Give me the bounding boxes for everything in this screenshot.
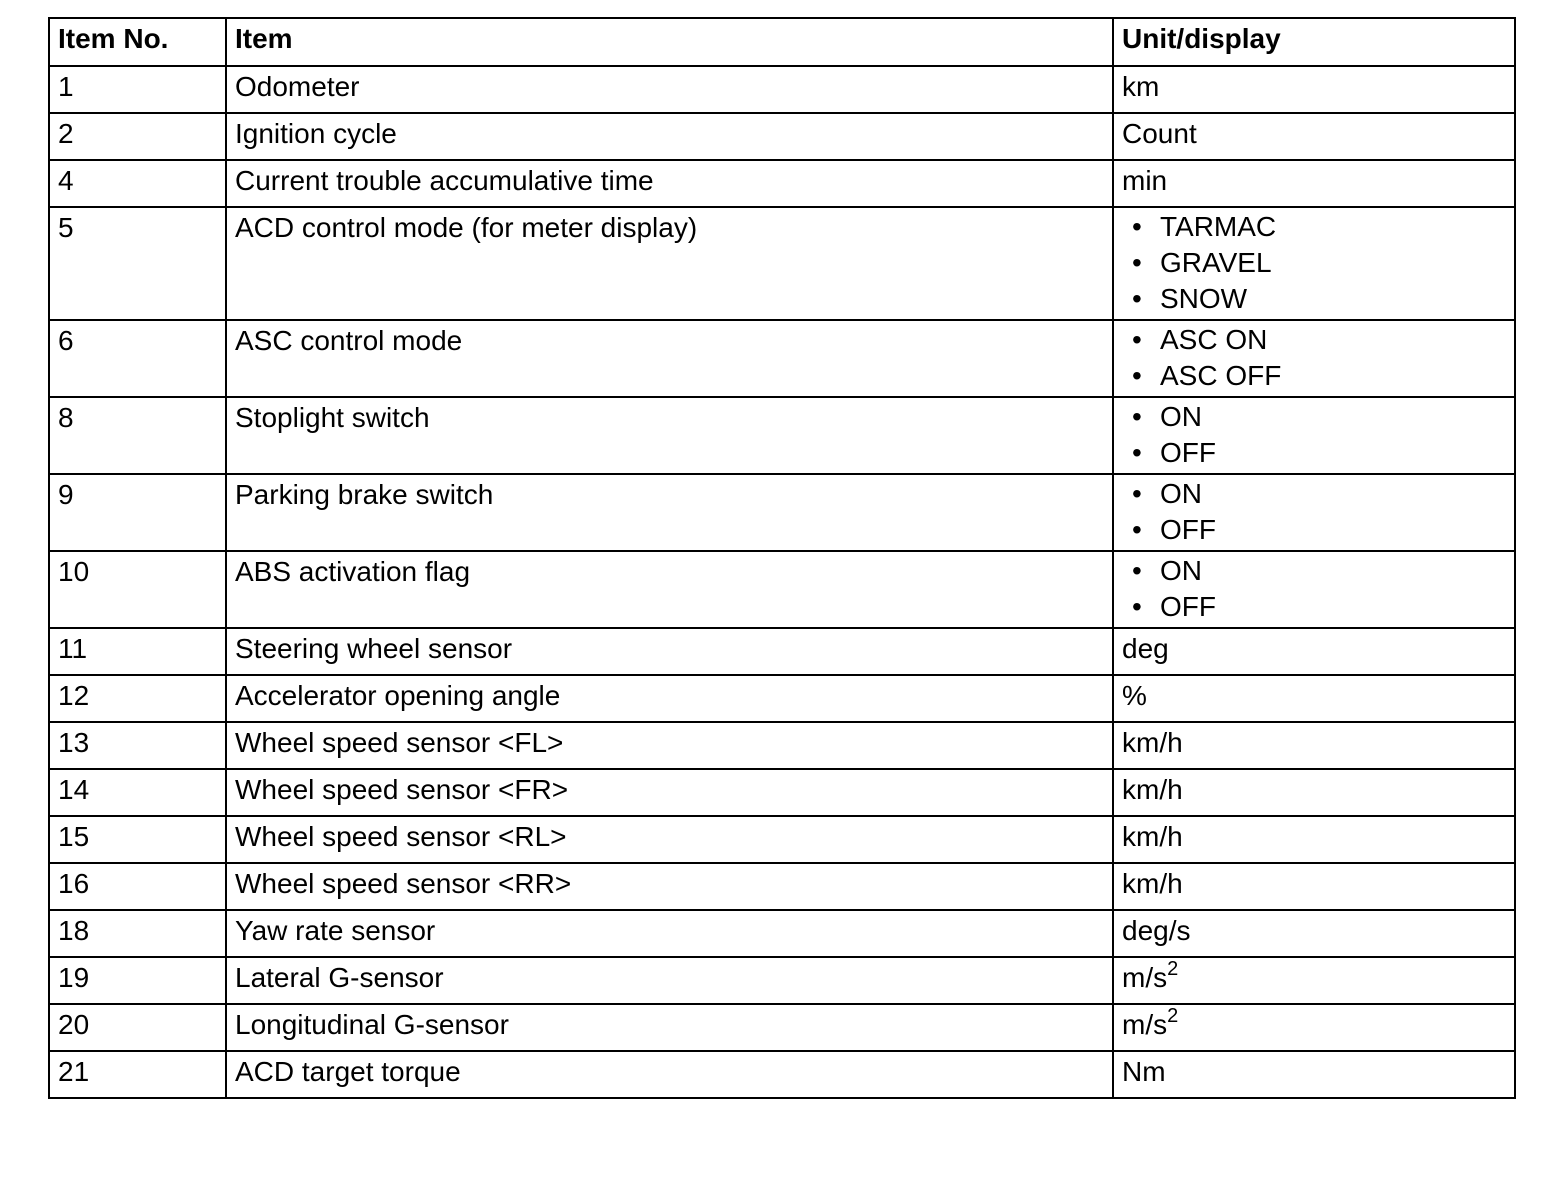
header-row bbox=[49, 18, 1515, 66]
item-number-cell: 12 bbox=[49, 675, 226, 722]
table-row bbox=[49, 397, 1515, 474]
unit-text: Nm bbox=[1122, 1056, 1166, 1087]
table-body bbox=[49, 66, 1515, 1098]
unit-display-cell bbox=[1113, 113, 1515, 160]
item-name-cell: Odometer bbox=[226, 66, 1113, 113]
item-name-cell: Accelerator opening angle bbox=[226, 675, 1113, 722]
item-number-cell: 13 bbox=[49, 722, 226, 769]
item-name-cell: Wheel speed sensor <RL> bbox=[226, 816, 1113, 863]
unit-display-cell bbox=[1113, 320, 1515, 397]
table-row bbox=[49, 207, 1515, 320]
unit-superscript: 2 bbox=[1167, 958, 1179, 980]
unit-text: km/h bbox=[1122, 868, 1183, 899]
table-row bbox=[49, 816, 1515, 863]
unit-display-cell bbox=[1113, 1004, 1515, 1051]
table-row bbox=[49, 628, 1515, 675]
option-list bbox=[1122, 553, 1506, 627]
option-item: • ASC ON bbox=[1132, 322, 1506, 358]
table-row bbox=[49, 910, 1515, 957]
option-list bbox=[1122, 209, 1506, 319]
unit-text: km/h bbox=[1122, 774, 1183, 805]
header-item: Item bbox=[226, 18, 1113, 66]
table-row bbox=[49, 675, 1515, 722]
table-row bbox=[49, 474, 1515, 551]
item-number-cell: 21 bbox=[49, 1051, 226, 1098]
unit-display-cell bbox=[1113, 628, 1515, 675]
option-item: • TARMAC bbox=[1132, 209, 1506, 245]
item-number-cell: 10 bbox=[49, 551, 226, 628]
unit-text: m/s bbox=[1122, 1009, 1168, 1040]
option-item: • SNOW bbox=[1132, 281, 1506, 317]
unit-display-cell bbox=[1113, 675, 1515, 722]
item-number-cell: 8 bbox=[49, 397, 226, 474]
unit-text: km bbox=[1122, 71, 1160, 102]
item-number-cell: 11 bbox=[49, 628, 226, 675]
unit-text: deg/s bbox=[1122, 915, 1191, 946]
option-list bbox=[1122, 322, 1506, 396]
item-number-cell: 15 bbox=[49, 816, 226, 863]
header-item-no: Item No. bbox=[49, 18, 226, 66]
table-row bbox=[49, 957, 1515, 1004]
unit-display-cell bbox=[1113, 910, 1515, 957]
table-row bbox=[49, 113, 1515, 160]
item-name-cell: Wheel speed sensor <FR> bbox=[226, 769, 1113, 816]
data-list-table bbox=[48, 17, 1516, 1099]
item-number-cell: 5 bbox=[49, 207, 226, 320]
unit-display-cell bbox=[1113, 474, 1515, 551]
item-number-cell: 6 bbox=[49, 320, 226, 397]
unit-display-cell bbox=[1113, 397, 1515, 474]
option-item: • ON bbox=[1132, 399, 1506, 435]
item-name-cell: Parking brake switch bbox=[226, 474, 1113, 551]
item-name-cell: Longitudinal G-sensor bbox=[226, 1004, 1113, 1051]
item-name-cell: Yaw rate sensor bbox=[226, 910, 1113, 957]
unit-display-cell bbox=[1113, 722, 1515, 769]
option-item: • OFF bbox=[1132, 512, 1506, 548]
unit-text: deg bbox=[1122, 633, 1169, 664]
option-item: • OFF bbox=[1132, 435, 1506, 471]
unit-superscript: 2 bbox=[1167, 1005, 1179, 1027]
option-item: • ASC OFF bbox=[1132, 358, 1506, 394]
item-name-cell: Stoplight switch bbox=[226, 397, 1113, 474]
table-row bbox=[49, 66, 1515, 113]
unit-text: km/h bbox=[1122, 727, 1183, 758]
option-item: • ON bbox=[1132, 553, 1506, 589]
table-row bbox=[49, 320, 1515, 397]
item-name-cell: Ignition cycle bbox=[226, 113, 1113, 160]
item-number-cell: 18 bbox=[49, 910, 226, 957]
unit-display-cell bbox=[1113, 160, 1515, 207]
table-row bbox=[49, 769, 1515, 816]
item-number-cell: 1 bbox=[49, 66, 226, 113]
unit-text: m/s bbox=[1122, 962, 1168, 993]
unit-display-cell bbox=[1113, 551, 1515, 628]
item-name-cell: Current trouble accumulative time bbox=[226, 160, 1113, 207]
item-name-cell: Wheel speed sensor <RR> bbox=[226, 863, 1113, 910]
option-item: • GRAVEL bbox=[1132, 245, 1506, 281]
unit-text: min bbox=[1122, 165, 1168, 196]
header-unit-display: Unit/display bbox=[1113, 18, 1515, 66]
item-name-cell: ABS activation flag bbox=[226, 551, 1113, 628]
unit-display-cell bbox=[1113, 1051, 1515, 1098]
unit-display-cell bbox=[1113, 769, 1515, 816]
unit-display-cell bbox=[1113, 863, 1515, 910]
item-number-cell: 2 bbox=[49, 113, 226, 160]
unit-text: km/h bbox=[1122, 821, 1183, 852]
item-name-cell: Wheel speed sensor <FL> bbox=[226, 722, 1113, 769]
item-name-cell: Steering wheel sensor bbox=[226, 628, 1113, 675]
item-number-cell: 9 bbox=[49, 474, 226, 551]
option-item: • ON bbox=[1132, 476, 1506, 512]
item-number-cell: 14 bbox=[49, 769, 226, 816]
table-row bbox=[49, 160, 1515, 207]
option-list bbox=[1122, 399, 1506, 473]
item-name-cell: Lateral G-sensor bbox=[226, 957, 1113, 1004]
option-item: • OFF bbox=[1132, 589, 1506, 625]
item-number-cell: 4 bbox=[49, 160, 226, 207]
unit-display-cell bbox=[1113, 816, 1515, 863]
table-row bbox=[49, 1004, 1515, 1051]
option-list bbox=[1122, 476, 1506, 550]
table-row bbox=[49, 551, 1515, 628]
table-row bbox=[49, 1051, 1515, 1098]
unit-display-cell bbox=[1113, 207, 1515, 320]
unit-display-cell bbox=[1113, 957, 1515, 1004]
item-number-cell: 19 bbox=[49, 957, 226, 1004]
item-name-cell: ACD target torque bbox=[226, 1051, 1113, 1098]
table-row bbox=[49, 863, 1515, 910]
unit-text: Count bbox=[1122, 118, 1197, 149]
unit-display-cell bbox=[1113, 66, 1515, 113]
item-name-cell: ASC control mode bbox=[226, 320, 1113, 397]
item-number-cell: 16 bbox=[49, 863, 226, 910]
table-row bbox=[49, 722, 1515, 769]
item-name-cell: ACD control mode (for meter display) bbox=[226, 207, 1113, 320]
unit-text: % bbox=[1122, 680, 1147, 711]
item-number-cell: 20 bbox=[49, 1004, 226, 1051]
